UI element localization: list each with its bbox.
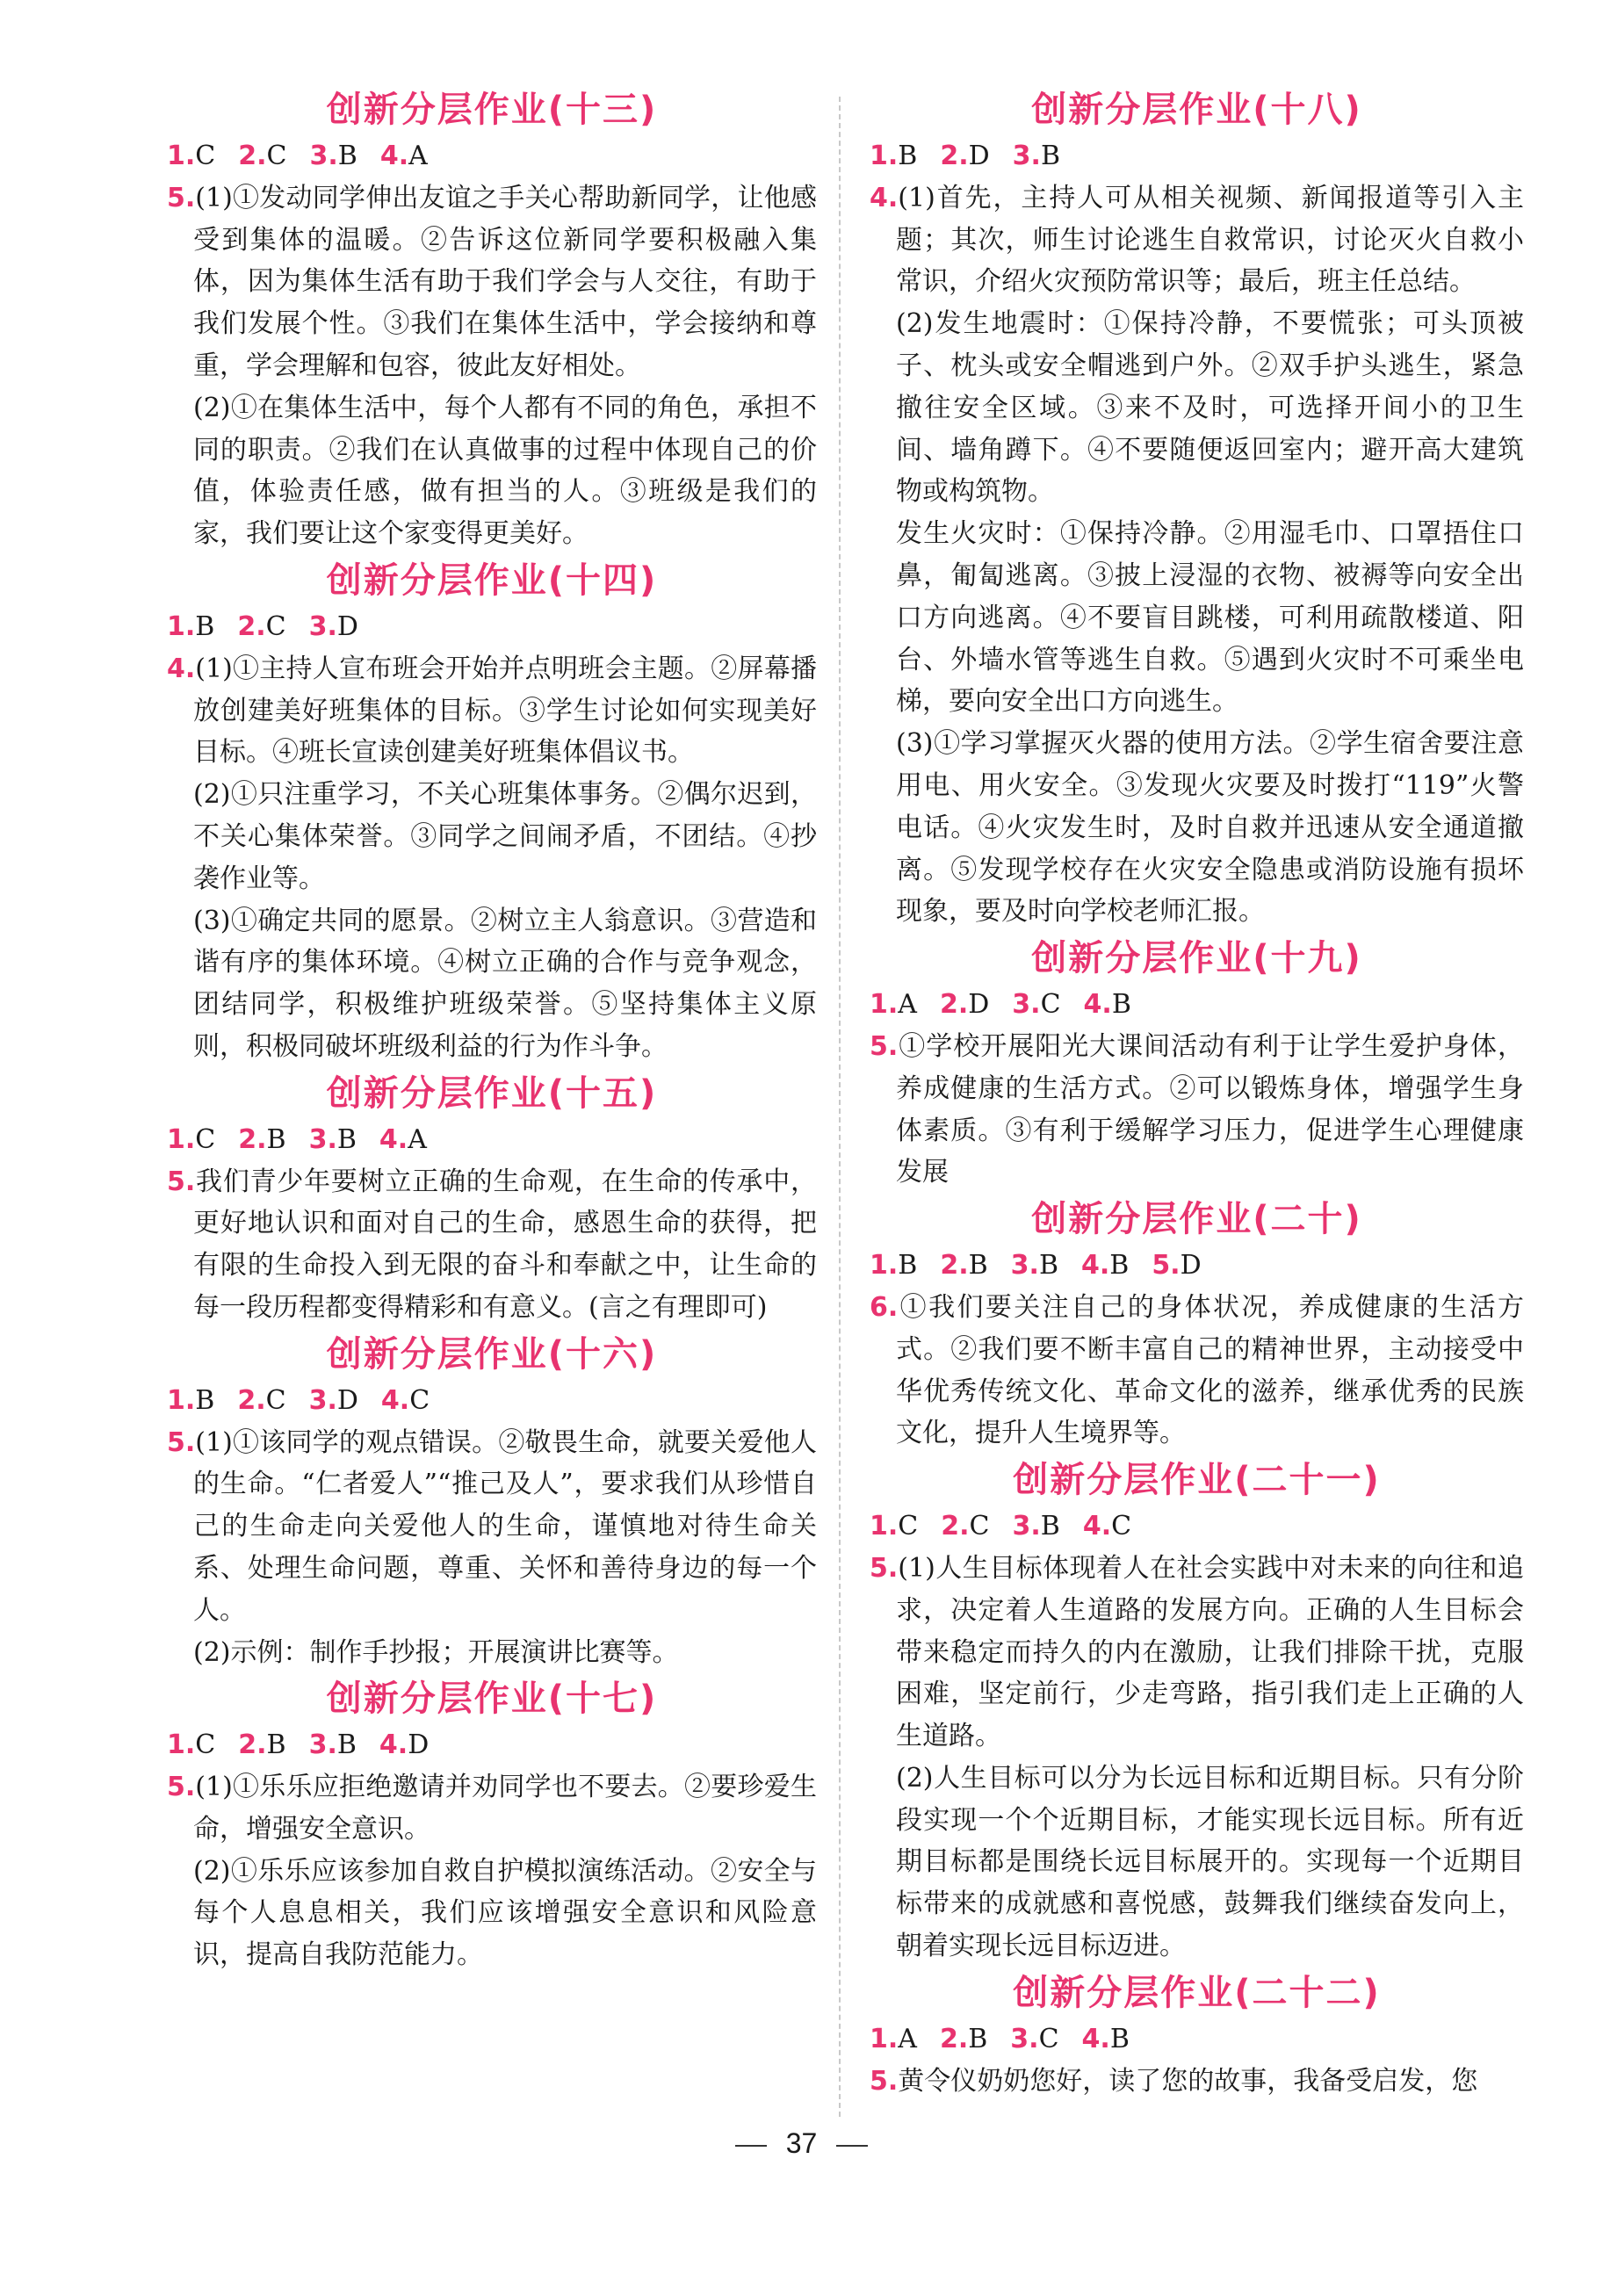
choice-value: A: [898, 989, 917, 1021]
section-title: 创新分层作业(十六): [326, 1333, 658, 1375]
answer-paragraph: [167, 1161, 817, 1329]
choice-value: B: [336, 1123, 357, 1155]
answer-paragraph: [870, 2061, 1524, 2103]
answer-line: (1)人生目标体现着人在社会实践中对未来的向: [898, 1552, 1445, 1584]
answer-paragraph: [167, 648, 817, 774]
answer-line: 与竞争观念，团结同学，积极维护班级荣誉。⑤坚: [193, 947, 818, 1021]
choice-answers: [870, 135, 1524, 177]
answer-paragraph: [167, 1632, 817, 1674]
answer-line: 要注意用电、用火安全。③发现火灾要及时拨打: [896, 728, 1524, 801]
answer-paragraph: [167, 1766, 817, 1851]
choice-answer: [309, 1729, 357, 1760]
choice-number: 1.: [167, 1384, 196, 1416]
choice-value: B: [968, 2023, 988, 2054]
choice-answer: [1084, 989, 1131, 1020]
choice-number: 1.: [167, 1123, 196, 1155]
answer-line: ②安全与每个人息息相关，我们应该增强安全意: [193, 1855, 818, 1929]
choice-answer: [309, 611, 358, 642]
choice-number: 2.: [940, 1250, 969, 1282]
answer-section: [167, 555, 817, 1068]
answer-line: ③营造和谐有序的集体环境。④树立正确的合作: [193, 905, 818, 978]
choice-number: 3.: [1010, 2023, 1039, 2054]
answer-line: 得，把有限的生命投入到无限的奋斗和奉献之中，: [193, 1208, 818, 1282]
choice-answers: [870, 1245, 1524, 1287]
choice-answer: [870, 1250, 917, 1281]
answer-line: 学会接纳和尊重，学会理解和包容，彼此友好: [193, 308, 818, 381]
answer-line: 往，有助于我们发展个性。③我们在集体生活中，: [193, 266, 818, 340]
choice-value: B: [266, 1729, 286, 1761]
answer-paragraph: [167, 1422, 817, 1632]
choice-answer: [238, 141, 286, 171]
answer-line: 急撤往安全区域。③来不及时，可选择开间小的: [896, 350, 1524, 423]
choice-value: B: [1040, 141, 1060, 171]
choice-number: 3.: [1010, 1250, 1039, 1282]
choice-answer: [379, 1729, 429, 1760]
choice-number: 4.: [1081, 2023, 1110, 2054]
answer-line: 秀的民族文化，提升人生境界等。: [896, 1375, 1525, 1449]
question-number: 5.: [167, 1426, 196, 1458]
choice-value: A: [408, 1123, 427, 1155]
section-title: 创新分层作业(二十一): [1013, 1460, 1381, 1501]
answer-paragraph: [870, 1548, 1524, 1758]
choice-answer: [238, 1124, 285, 1155]
answer-paragraph: [870, 1026, 1524, 1194]
answer-section: [870, 84, 1524, 933]
answer-line: 救小常识，介绍火灾预防常识等；最后，班主任: [896, 224, 1525, 298]
answer-line: 身边的每一个人。: [193, 1552, 818, 1626]
choice-answer: [381, 1385, 430, 1416]
answer-line: 相处。: [562, 350, 641, 381]
choice-answer: [167, 1729, 215, 1760]
choice-value: D: [408, 1729, 430, 1761]
choice-number: 2.: [941, 1511, 970, 1542]
choice-answers: [870, 2018, 1524, 2061]
choice-number: 3.: [308, 1384, 337, 1416]
choice-answers: [167, 1119, 817, 1161]
choice-answers: [167, 1724, 817, 1766]
answer-line: (2)①乐乐应该参加自救自护模拟演练活动。: [193, 1855, 711, 1887]
question-number: 5.: [167, 1166, 196, 1197]
section-title: 创新分层作业(二十二): [1013, 1972, 1381, 2013]
answer-line: (3)①确定共同的愿景。②树立主人翁意识。: [193, 905, 711, 936]
answer-section: [870, 933, 1524, 1194]
answer-line: (3)①学习掌握灭火器的使用方法。②学生宿舍: [896, 728, 1444, 760]
answer-line: 接受中华优秀传统文化、革命文化的滋养，继承优: [896, 1333, 1525, 1407]
question-number: 4.: [870, 182, 899, 213]
answer-paragraph: [870, 1758, 1524, 1967]
choice-answer: [1012, 989, 1060, 1020]
answer-line: 珍爱生命，增强安全意识。: [193, 1772, 818, 1845]
answer-line: 对待生命关系、处理生命问题，尊重、关怀和善待: [193, 1511, 818, 1584]
answer-line: 大建筑物或构筑物。: [896, 434, 1525, 508]
choice-answer: [870, 141, 917, 171]
choice-number: 2.: [238, 1729, 267, 1761]
right-column: [870, 84, 1524, 2102]
choice-value: C: [265, 1384, 286, 1416]
section-title: 创新分层作业(十九): [1031, 938, 1362, 979]
choice-number: 1.: [167, 1729, 196, 1761]
section-title: 创新分层作业(十七): [326, 1679, 658, 1720]
choice-value: C: [409, 1384, 430, 1416]
answer-paragraph: [870, 303, 1524, 513]
answer-line: ①我们要关注自己的身体状况，养成健康的生活: [898, 1291, 1498, 1323]
choice-number: 4.: [379, 1123, 408, 1155]
choice-number: 4.: [1082, 1511, 1112, 1542]
question-number: 6.: [870, 1291, 899, 1323]
answer-paragraph: [167, 1851, 817, 1976]
choice-value: C: [1040, 989, 1061, 1021]
choice-value: B: [898, 1250, 918, 1282]
choice-answer: [1010, 2024, 1058, 2054]
choice-number: 1.: [167, 610, 196, 642]
choice-number: 3.: [308, 1729, 337, 1761]
answer-line: (2)①只注重学习，不关心班集体事务。②偶: [193, 779, 711, 811]
choice-value: B: [195, 610, 215, 642]
choice-answer: [1013, 1511, 1060, 1541]
choice-value: B: [1038, 1250, 1058, 1282]
section-title: 创新分层作业(十三): [326, 90, 658, 130]
choice-value: C: [1038, 2023, 1059, 2054]
answer-line: (2)①在集体生活中，每个人都有不同的角色，承: [193, 392, 764, 423]
choice-value: A: [408, 141, 428, 171]
page-number-dash-right: [836, 2145, 868, 2147]
answer-section: [870, 1967, 1524, 2103]
choice-value: D: [1180, 1250, 1202, 1282]
choice-answer: [1082, 2024, 1130, 2054]
choice-answer: [380, 141, 428, 171]
choice-number: 4.: [1080, 1250, 1110, 1282]
section-title: 创新分层作业(十八): [1031, 90, 1362, 130]
choice-answer: [940, 141, 989, 171]
answer-line: 持集体主义原则，积极同破坏班级利益的行为作: [193, 989, 818, 1062]
choice-number: 3.: [308, 610, 337, 642]
choice-answer: [237, 611, 285, 642]
answer-line: 们走上正确的人生道路。: [896, 1679, 1525, 1752]
question-number: 5.: [870, 1030, 899, 1062]
answer-line: 融入集体，因为集体生活有助于我们学会与人交: [193, 224, 818, 298]
answer-line: 卫生间、墙角蹲下。④不要随便返回室内；避开高: [896, 392, 1525, 466]
answer-line: (1)①该同学的观点错误。②敬畏生命，就要关爱: [195, 1426, 764, 1458]
choice-answers: [167, 606, 817, 648]
answer-line: 口鼻，匍匐逃离。③披上浸湿的衣物、被褥等向安: [896, 518, 1524, 591]
answer-line: ②屏幕播放创建美好班集体的目标。③学生讨论: [193, 653, 818, 726]
choice-value: B: [1109, 1250, 1130, 1282]
choice-value: D: [336, 610, 358, 642]
choice-answer: [167, 1124, 215, 1155]
question-number: 5.: [167, 182, 196, 213]
choice-value: B: [1109, 2023, 1130, 2054]
answer-paragraph: [167, 900, 817, 1068]
section-title: 创新分层作业(十四): [326, 560, 658, 601]
answer-line: “119”火警电话。④火灾发生时，及时自救并迅速: [896, 769, 1525, 843]
choice-value: C: [1111, 1511, 1132, 1542]
answer-line: 他感受到集体的温暖。②告诉这位新同学要积极: [193, 182, 818, 256]
answer-line: 排除干扰，克服困难，坚定前行，少走弯路，指引我: [896, 1636, 1525, 1710]
choice-number: 2.: [237, 1384, 266, 1416]
question-number: 5.: [870, 1552, 899, 1584]
answer-line: 方式。②我们要不断丰富自己的精神世界，主动: [896, 1291, 1524, 1365]
answer-line: 担不同的职责。②我们在认真做事的过程中体现: [193, 392, 817, 466]
question-number: 5.: [167, 1772, 196, 1803]
answer-line: 体，养成健康的生活方式。②可以锻炼身体，增强: [896, 1030, 1525, 1104]
choice-answer: [941, 1511, 989, 1541]
choice-value: B: [1040, 1511, 1060, 1542]
answer-line: 我们继续奋发向上，朝着实现长远目标迈进。: [896, 1888, 1525, 1962]
section-title: 创新分层作业(十五): [326, 1072, 658, 1114]
answer-line: 生心理健康发展: [896, 1115, 1525, 1188]
answer-section: [167, 1068, 817, 1329]
choice-answers: [870, 984, 1524, 1026]
answer-line: 主题；其次，师生讨论逃生自救常识，讨论灭火自: [896, 182, 1524, 256]
choice-answer: [379, 1124, 427, 1155]
answer-line: (1)①发动同学伸出友谊之手关心帮助新同学，让: [195, 182, 764, 213]
answer-line: 或消防设施有损坏现象，要及时向学校老师汇报。: [896, 854, 1525, 928]
answer-paragraph: [167, 387, 817, 555]
answer-line: ①学校开展阳光大课间活动有利于让学生爱护身: [898, 1030, 1471, 1062]
answer-section: [870, 1455, 1524, 1967]
answer-section: [167, 1329, 817, 1674]
answer-line: (2)发生地震时：①保持冷静，不要慌张；可头顶被: [896, 308, 1524, 340]
choice-number: 1.: [870, 1250, 899, 1282]
choice-number: 3.: [1012, 141, 1041, 171]
choice-value: B: [336, 1729, 357, 1761]
answer-line: 团结。④抄袭作业等。: [193, 820, 818, 894]
choice-number: 2.: [940, 141, 969, 171]
answer-line: 如何实现美好目标。④班长宣读创建美好班集体: [193, 695, 818, 769]
column-divider: [839, 97, 841, 2117]
answer-line: (2)人生目标可以分为长远目标和近期目标。只: [896, 1762, 1444, 1794]
answer-line: 有分阶段实现一个个近期目标，才能实现长远目: [896, 1762, 1524, 1836]
choice-value: C: [969, 1511, 990, 1542]
choice-number: 1.: [870, 141, 899, 171]
choice-answer: [238, 1729, 285, 1760]
choice-value: C: [195, 1729, 216, 1761]
answer-line: 倡议书。: [588, 737, 694, 769]
choice-answer: [1081, 1250, 1129, 1281]
answer-line: 标。所有近期目标都是围绕长远目标展开的。实: [896, 1804, 1525, 1878]
choice-value: B: [968, 1250, 988, 1282]
answer-line: 子、枕头或安全帽逃到户外。②双手护头逃生，紧: [896, 350, 1498, 381]
choice-answer: [309, 1385, 358, 1416]
choice-value: C: [265, 610, 286, 642]
choice-number: 1.: [870, 989, 899, 1021]
choice-value: B: [898, 141, 918, 171]
answer-line: 从珍惜自己的生命走向关爱他人的生命，谨慎地: [193, 1469, 817, 1542]
answer-section: [167, 84, 817, 555]
page-number: [0, 2126, 1603, 2161]
choice-value: A: [898, 2023, 917, 2054]
choice-value: C: [195, 1123, 216, 1155]
choice-answer: [167, 141, 215, 171]
choice-value: B: [195, 1384, 215, 1416]
choice-value: C: [266, 141, 287, 171]
answer-paragraph: [167, 177, 817, 387]
choice-answer: [309, 1124, 357, 1155]
choice-number: 2.: [237, 610, 266, 642]
choice-value: C: [195, 141, 216, 171]
page-number-dash-left: [735, 2145, 767, 2147]
choice-answer: [1011, 1250, 1058, 1281]
answer-paragraph: [870, 1287, 1524, 1455]
choice-answer: [940, 1250, 987, 1281]
answer-paragraph: [167, 774, 817, 899]
answer-line: 是我们的家，我们要让这个家变得更美好。: [193, 476, 818, 550]
choice-number: 2.: [238, 141, 267, 171]
answer-line: (2)示例：制作手抄报；开展演讲比赛等。: [193, 1636, 679, 1668]
choice-answer: [1013, 141, 1060, 171]
choice-number: 4.: [379, 141, 409, 171]
answer-line: 识和风险意识，提高自我防范能力。: [193, 1897, 818, 1971]
choice-number: 3.: [1012, 1511, 1041, 1542]
choice-number: 1.: [870, 1511, 899, 1542]
choice-number: 2.: [939, 2023, 969, 2054]
question-number: 5.: [870, 2065, 899, 2097]
answer-line: 发生火灾时：①保持冷静。②用湿毛巾、口罩捂住: [896, 518, 1498, 550]
choice-number: 4.: [379, 1729, 408, 1761]
section-title: 创新分层作业(二十): [1031, 1199, 1362, 1240]
answer-line: 让生命的每一段历程都变得精彩和有意义。(言: [193, 1250, 818, 1323]
answer-line: 现每一个近期目标带来的成就感和喜悦感，鼓舞: [896, 1846, 1525, 1920]
choice-answer: [237, 1385, 285, 1416]
answer-line: 尔迟到，不关心集体荣誉。③同学之间闹矛盾，不: [193, 779, 818, 852]
choice-number: 2.: [939, 989, 969, 1021]
answer-line: 之有理即可): [625, 1291, 768, 1323]
choice-answers: [167, 135, 817, 177]
answer-line: 自己的价值，体验责任感，做有担当的人。③班级: [193, 434, 818, 508]
answer-line: 总结。: [1397, 266, 1476, 298]
answer-line: (1)①乐乐应拒绝邀请并劝同学也不要去。②要: [195, 1772, 738, 1803]
answer-paragraph: [870, 723, 1524, 933]
choice-number: 3.: [309, 141, 338, 171]
choice-number: 1.: [870, 2023, 899, 2054]
answer-line: 学生身体素质。③有利于缓解学习压力，促进学: [896, 1072, 1525, 1146]
choice-number: 5.: [1152, 1250, 1181, 1282]
answer-line: 斗争。: [588, 1030, 668, 1062]
choice-answer: [940, 2024, 987, 2054]
page-number-text: 37: [785, 2127, 818, 2159]
choice-answer: [870, 2024, 917, 2054]
choice-value: D: [968, 989, 990, 1021]
choice-number: 3.: [1012, 989, 1041, 1021]
answer-line: 中，更好地认识和面对自己的生命，感恩生命的获: [193, 1166, 818, 1239]
choice-value: D: [336, 1384, 358, 1416]
answer-line: 人生目标会带来稳定而持久的内在激励，让我们: [896, 1594, 1525, 1668]
answer-line: (1)首先，主持人可从相关视频、新闻报道等引入: [898, 182, 1498, 213]
answer-line: 我们青少年要树立正确的生命观，在生命的传承: [195, 1166, 764, 1197]
choice-number: 2.: [238, 1123, 267, 1155]
question-number: 4.: [167, 653, 196, 684]
choice-value: B: [266, 1123, 286, 1155]
choice-answer: [310, 141, 357, 171]
choice-answer: [167, 611, 214, 642]
choice-answer: [870, 1511, 918, 1541]
answer-line: 从安全通道撤离。⑤发现学校存在火灾安全隐患: [896, 812, 1525, 885]
answer-line: 楼道、阳台、外墙水管等逃生自救。⑤遇到火灾时: [896, 602, 1525, 675]
choice-number: 4.: [1083, 989, 1112, 1021]
choice-answer: [167, 1385, 214, 1416]
choice-answer: [1083, 1511, 1131, 1541]
answer-line: 他人的生命。“仁者爱人”“推己及人”，要求我们: [193, 1426, 818, 1500]
answer-line: 黄令仪奶奶您好，读了您的故事，我备受启发，您: [898, 2065, 1478, 2097]
choice-answer: [940, 989, 989, 1020]
choice-answers: [870, 1505, 1524, 1548]
answer-line: 全出口方向逃离。④不要盲目跳楼，可利用疏散: [896, 560, 1525, 633]
choice-number: 3.: [308, 1123, 337, 1155]
answer-paragraph: [870, 177, 1524, 303]
choice-answers: [167, 1380, 817, 1422]
choice-value: D: [968, 141, 990, 171]
choice-number: 4.: [380, 1384, 410, 1416]
answer-line: (1)①主持人宣布班会开始并点明班会主题。: [195, 653, 711, 684]
choice-answer: [1152, 1250, 1201, 1281]
answer-section: [167, 1673, 817, 1976]
answer-section: [870, 1194, 1524, 1455]
choice-answer: [870, 989, 917, 1020]
answer-line: 不可乘坐电梯，要向安全出口方向逃生。: [896, 644, 1525, 718]
choice-value: B: [1111, 989, 1131, 1021]
answer-paragraph: [870, 513, 1524, 723]
choice-number: 1.: [167, 141, 196, 171]
choice-value: C: [898, 1511, 919, 1542]
choice-value: B: [337, 141, 357, 171]
left-column: [167, 84, 817, 1976]
answer-line: 往和追求，决定着人生道路的发展方向。正确的: [896, 1552, 1525, 1626]
